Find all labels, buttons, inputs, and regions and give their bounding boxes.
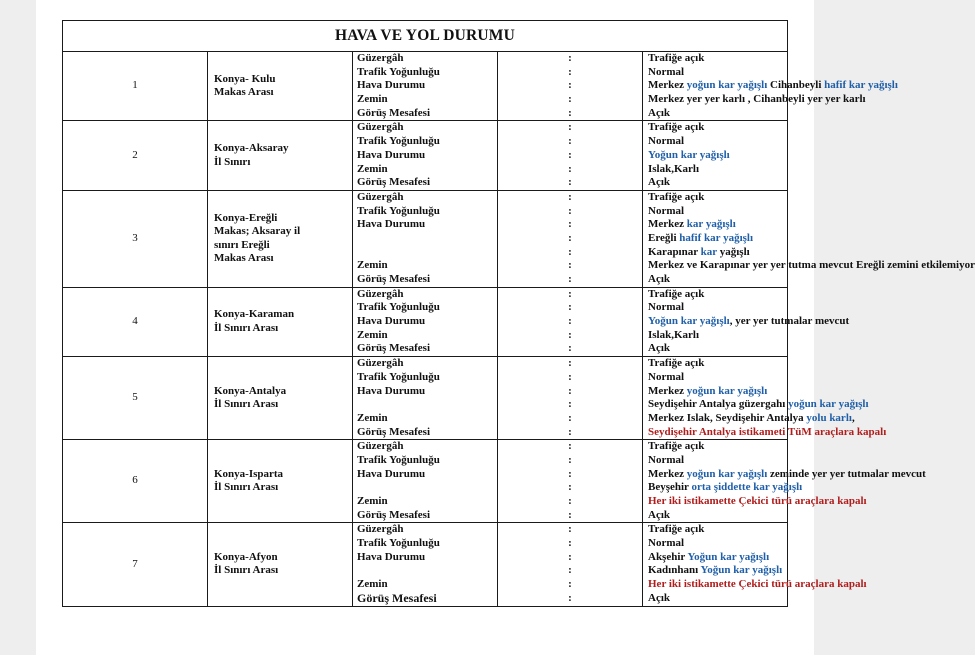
route-name: [208, 52, 353, 121]
colon-separator: :: [568, 481, 572, 494]
value-text: Trafiğe açık: [648, 190, 705, 203]
highlighted-text-blue: Yoğun kar yağışlı: [700, 564, 783, 577]
value-text: Normal: [648, 537, 685, 550]
table-row: [63, 121, 788, 190]
field-value: [648, 385, 787, 399]
highlighted-text-blue: yoğun kar yağışlı: [686, 384, 768, 397]
colon-separator: :: [568, 218, 572, 231]
field-labels: [353, 190, 498, 287]
colon-separator: :: [568, 370, 572, 383]
field-label: [357, 481, 497, 495]
highlighted-text-red: Her iki istikamette Çekici türü araçlara kapalı: [648, 578, 867, 591]
value-text: Merkez: [648, 467, 687, 480]
route-name: [208, 357, 353, 440]
value-text: Trafiğe açık: [648, 523, 705, 536]
field-value: [648, 467, 926, 482]
value-text: Merkez: [648, 218, 687, 231]
colon-separator: :: [568, 591, 572, 604]
field-value: [648, 288, 787, 302]
colon-separator: :: [568, 52, 572, 64]
route-name-line: sınırı Ereğli: [214, 238, 270, 251]
field-label: Trafik Yoğunluğu: [357, 135, 440, 148]
value-text: Ereğli: [648, 231, 680, 244]
field-label: Zemin: [357, 93, 388, 106]
route-name-line: Makas Arası: [214, 86, 274, 99]
row-number: 5: [63, 357, 208, 440]
field-value: [648, 191, 787, 205]
value-text: Seydişehir Antalya güzergahı: [648, 398, 789, 411]
field-values: [643, 523, 867, 606]
value-text: Karapınar: [648, 245, 701, 258]
field-label: [357, 232, 497, 246]
table-title: HAVA VE YOL DURUMU: [63, 21, 788, 52]
value-text: Açık: [648, 342, 670, 355]
route-name-line: İl Sınırı Arası: [214, 398, 279, 411]
colon-separator: :: [568, 523, 572, 536]
field-value: [648, 523, 787, 537]
field-value: [648, 232, 787, 246]
field-value: [648, 259, 975, 273]
title-row: [63, 21, 788, 52]
value-text: Merkez: [648, 384, 687, 397]
value-text: Merkez ve Karapınar yer yer tutma mevcut Ereğli zemini etkilemiyor: [648, 259, 975, 272]
highlighted-text-red: Her iki istikamette Çekici türü araçlara kapalı: [648, 495, 867, 507]
field-separators: [498, 190, 643, 287]
colon-separator: :: [568, 106, 572, 119]
value-text: Trafiğe açık: [648, 357, 705, 370]
field-label: Zemin: [357, 578, 388, 591]
value-text: Açık: [648, 273, 670, 285]
value-text: Merkez: [648, 79, 687, 92]
highlighted-text-blue: yolu karlı: [806, 411, 852, 424]
field-value: [648, 246, 787, 260]
field-value: [648, 537, 787, 551]
field-value: [648, 440, 787, 454]
colon-separator: :: [568, 148, 572, 161]
field-value: [648, 107, 787, 121]
field-value: [648, 411, 855, 426]
colon-separator: :: [568, 176, 572, 189]
value-text: Islak,Karlı: [648, 162, 700, 175]
route-name-line: Makas Arası: [214, 252, 274, 265]
colon-separator: :: [568, 357, 572, 370]
table-row: [63, 440, 788, 523]
field-label: Görüş Mesafesi: [357, 342, 431, 355]
colon-separator: :: [568, 315, 572, 328]
road-weather-table: [62, 20, 975, 607]
value-text: Normal: [648, 65, 685, 78]
field-label: Trafik Yoğunluğu: [357, 204, 440, 217]
value-text: Merkez Islak, Seydişehir Antalya: [648, 411, 807, 424]
field-separators: [498, 523, 643, 606]
row-number: 6: [63, 440, 208, 523]
value-text: Açık: [648, 591, 670, 604]
route-name-line: Konya-Karaman: [214, 308, 295, 321]
colon-separator: :: [568, 508, 572, 521]
colon-separator: :: [568, 440, 572, 453]
row-number: 4: [63, 287, 208, 356]
field-separators: [498, 52, 643, 121]
field-value: [648, 121, 787, 135]
field-label: Güzergâh: [357, 523, 404, 536]
route-name: [208, 440, 353, 523]
value-text: Açık: [648, 106, 670, 119]
route-name-line: Konya-Isparta: [214, 467, 284, 480]
value-text: Açık: [648, 176, 670, 189]
field-value: [648, 592, 787, 606]
highlighted-text-blue: yoğun kar yağışlı: [788, 398, 869, 411]
colon-separator: :: [568, 550, 572, 563]
route-name: [208, 121, 353, 190]
field-labels: [353, 523, 498, 606]
highlighted-text-blue: hafif kar yağışlı: [679, 231, 754, 244]
field-label: Zemin: [357, 495, 388, 507]
field-label: Görüş Mesafesi: [357, 590, 437, 605]
field-value: [648, 79, 898, 93]
colon-separator: :: [568, 467, 572, 480]
value-text: Normal: [648, 301, 685, 314]
row-number: 1: [63, 52, 208, 121]
field-value: [648, 564, 787, 578]
table-row: [63, 190, 788, 287]
field-label: Hava Durumu: [357, 79, 426, 92]
value-text: ,: [851, 411, 855, 424]
highlighted-text-blue: kar: [700, 245, 717, 258]
value-text: Akşehir: [648, 550, 688, 563]
field-label: Zemin: [357, 259, 388, 272]
value-text: Trafiğe açık: [648, 121, 705, 134]
row-number: 7: [63, 523, 208, 606]
value-text: Islak,Karlı: [648, 328, 700, 341]
field-value: [648, 205, 787, 219]
route-name: [208, 287, 353, 356]
field-value: [648, 93, 866, 107]
field-labels: [353, 440, 498, 523]
table-row: [63, 357, 788, 440]
field-value: [648, 425, 887, 440]
field-label: Güzergâh: [357, 52, 404, 64]
field-label: Görüş Mesafesi: [357, 425, 431, 438]
value-text: zeminde yer yer tutmalar mevcut: [767, 467, 926, 480]
colon-separator: :: [568, 328, 572, 341]
value-text: Merkez yer yer karlı , Cihanbeyli yer yer karlı: [648, 93, 866, 106]
table-row: [63, 287, 788, 356]
field-value: [648, 342, 787, 356]
colon-separator: :: [568, 301, 572, 314]
colon-separator: :: [568, 411, 572, 424]
field-values: [643, 121, 788, 190]
route-name-line: İl Sınırı Arası: [214, 321, 279, 334]
colon-separator: :: [568, 121, 572, 134]
field-label: Güzergâh: [357, 287, 404, 300]
field-label: Hava Durumu: [357, 218, 426, 231]
route-name-line: Konya-Ereğli: [214, 211, 278, 224]
highlighted-text-blue: yoğun kar yağışlı: [686, 467, 768, 480]
route-name: [208, 523, 353, 606]
value-text: Normal: [648, 453, 685, 466]
field-label: Görüş Mesafesi: [357, 508, 431, 521]
value-text: , yer yer tutmalar mevcut: [729, 315, 850, 328]
table-row: [63, 52, 788, 121]
route-name-line: İl Sınırı Arası: [214, 564, 279, 577]
field-label: Görüş Mesafesi: [357, 176, 431, 189]
field-label: Güzergâh: [357, 121, 404, 134]
field-labels: [353, 52, 498, 121]
field-value: [648, 218, 787, 232]
field-value: [648, 398, 869, 412]
field-values: [643, 52, 898, 121]
field-labels: [353, 121, 498, 190]
route-name: [208, 190, 353, 287]
row-number: 3: [63, 190, 208, 287]
field-label: Hava Durumu: [357, 467, 426, 480]
value-text: Trafiğe açık: [648, 287, 705, 300]
colon-separator: :: [568, 245, 572, 258]
table-row: [63, 523, 788, 606]
field-label: Görüş Mesafesi: [357, 106, 431, 119]
field-value: [648, 551, 787, 565]
highlighted-text-blue: Yoğun kar yağışlı: [687, 550, 770, 563]
colon-separator: :: [568, 564, 572, 577]
field-label: Trafik Yoğunluğu: [357, 65, 440, 78]
field-value: [648, 495, 867, 509]
field-separators: [498, 440, 643, 523]
row-number: 2: [63, 121, 208, 190]
field-separators: [498, 287, 643, 356]
colon-separator: :: [568, 578, 572, 591]
value-text: Cihanbeyli: [767, 79, 825, 92]
value-text: Trafiğe açık: [648, 440, 705, 453]
field-value: [648, 357, 787, 371]
colon-separator: :: [568, 495, 572, 507]
field-value: [648, 163, 787, 177]
field-label: Güzergâh: [357, 357, 404, 370]
colon-separator: :: [568, 93, 572, 106]
field-label: [357, 246, 497, 260]
colon-separator: :: [568, 162, 572, 175]
field-label: Görüş Mesafesi: [357, 273, 431, 285]
value-text: Kadınhanı: [648, 564, 701, 577]
field-value: [648, 52, 787, 66]
field-label: Zemin: [357, 328, 388, 341]
colon-separator: :: [568, 384, 572, 397]
field-value: [648, 315, 850, 329]
route-name-line: Konya- Kulu: [214, 72, 276, 85]
highlighted-text-blue: Yoğun kar yağışlı: [648, 315, 730, 328]
field-value: [648, 135, 787, 149]
field-label: Zemin: [357, 162, 388, 175]
route-name-line: Konya-Afyon: [214, 550, 278, 563]
highlighted-text-blue: orta şiddette kar yağışlı: [691, 481, 803, 494]
colon-separator: :: [568, 79, 572, 92]
field-value: [648, 578, 867, 592]
route-name-line: Makas; Aksaray il: [214, 225, 301, 238]
value-text: Trafiğe açık: [648, 52, 705, 64]
field-label: Trafik Yoğunluğu: [357, 453, 440, 466]
field-label: Zemin: [357, 411, 388, 424]
colon-separator: :: [568, 287, 572, 300]
colon-separator: :: [568, 342, 572, 355]
value-text: Açık: [648, 508, 670, 521]
colon-separator: :: [568, 453, 572, 466]
colon-separator: :: [568, 537, 572, 550]
value-text: yağışlı: [716, 245, 750, 258]
highlighted-text-blue: kar yağışlı: [686, 218, 736, 231]
field-value: [648, 149, 787, 163]
field-label: Trafik Yoğunluğu: [357, 301, 440, 314]
field-separators: [498, 357, 643, 440]
field-label: Hava Durumu: [357, 148, 426, 161]
field-values: [643, 190, 975, 287]
field-value: [648, 371, 787, 385]
value-text: Normal: [648, 135, 685, 148]
colon-separator: :: [568, 65, 572, 78]
field-values: [643, 357, 887, 440]
route-name-line: Konya-Aksaray: [214, 142, 289, 155]
colon-separator: :: [568, 398, 572, 411]
field-labels: [353, 357, 498, 440]
field-label: Hava Durumu: [357, 315, 426, 328]
field-label: Trafik Yoğunluğu: [357, 537, 440, 550]
route-name-line: Konya-Antalya: [214, 384, 287, 397]
value-text: Normal: [648, 370, 685, 383]
field-value: [648, 273, 787, 287]
highlighted-text-red: Seydişehir Antalya istikameti TüM araçlara kapalı: [648, 425, 887, 438]
field-value: [648, 329, 787, 343]
route-name-line: İl Sınırı Arası: [214, 481, 279, 494]
colon-separator: :: [568, 204, 572, 217]
field-values: [643, 440, 926, 523]
field-values: [643, 287, 850, 356]
field-label: [357, 398, 497, 412]
value-text: Normal: [648, 204, 685, 217]
field-separators: [498, 121, 643, 190]
highlighted-text-blue: hafif kar yağışlı: [824, 79, 898, 92]
field-value: [648, 454, 787, 468]
field-value: [648, 481, 803, 495]
field-labels: [353, 287, 498, 356]
field-value: [648, 66, 787, 80]
value-text: Beyşehir: [648, 481, 692, 494]
colon-separator: :: [568, 425, 572, 438]
field-label: Hava Durumu: [357, 384, 426, 397]
field-label: Güzergâh: [357, 440, 404, 453]
field-value: [648, 301, 787, 315]
field-label: Trafik Yoğunluğu: [357, 370, 440, 383]
route-name-line: İl Sınırı: [214, 155, 251, 168]
field-label: Güzergâh: [357, 190, 404, 203]
colon-separator: :: [568, 190, 572, 203]
colon-separator: :: [568, 259, 572, 272]
field-value: [648, 176, 787, 190]
highlighted-text-blue: yoğun kar yağışlı: [686, 79, 768, 92]
colon-separator: :: [568, 231, 572, 244]
field-value: [648, 509, 787, 523]
field-label: Hava Durumu: [357, 550, 426, 563]
highlighted-text-blue: Yoğun kar yağışlı: [648, 148, 730, 161]
colon-separator: :: [568, 273, 572, 285]
colon-separator: :: [568, 135, 572, 148]
field-label: [357, 564, 497, 578]
